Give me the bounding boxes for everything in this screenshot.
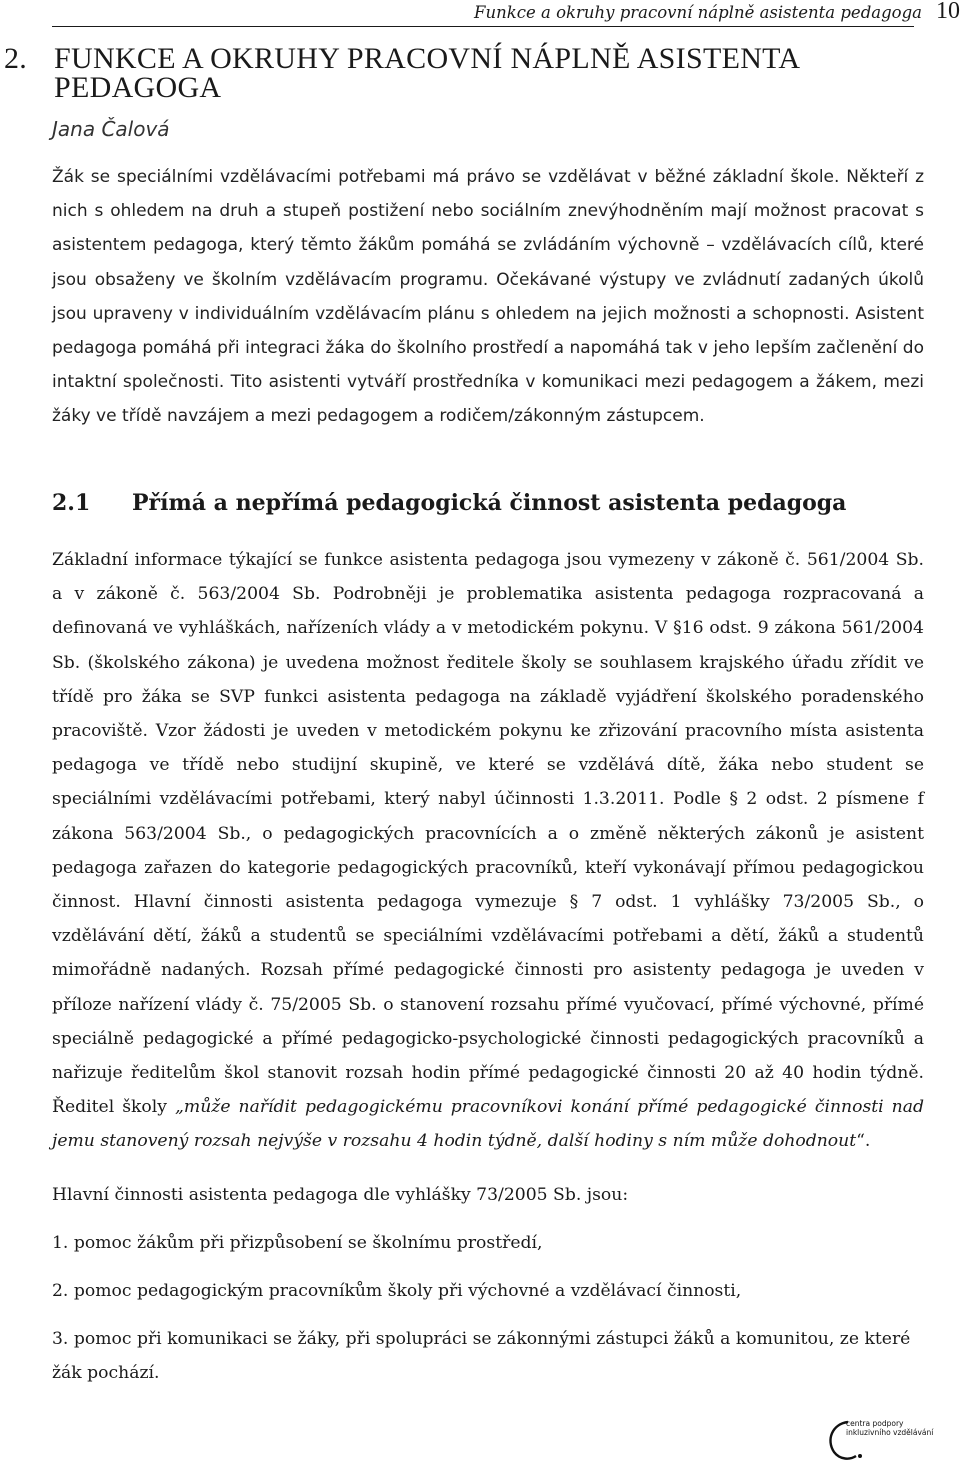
intro-paragraph: Žák se speciálními vzdělávacími potřebami má právo se vzdělávat v běžné základní škole. Někteří z nich s ohledem na druh a stupeň postižení nebo sociálním znevýhodněním mají možnost pracovat s asistentem pedagoga, který těmto žákům pomáhá se zvládáním výchovně – vzdělávacích cílů, které jsou obsaženy ve školním vzdělávacím programu. Očekávané výstupy ve zvládnutí zadaných úkolů jsou upraveny v individuálním vzdělávacím plánu s ohledem na jejich možnosti a schopnosti. Asistent pedagoga pomáhá při integraci žáka do školního prostředí a napomáhá tak v jeho lepším začlenění do intaktní společnosti. Tito asistenti vytváří prostředníka v komunikaci mezi pedagogem a žákem, mezi žáky ve třídě navzájem a mezi pedagogem a rodičem/zákonným zástupcem. — [52, 167, 924, 427]
page-number: 10 — [936, 0, 960, 24]
section-number: 2.1 — [52, 490, 91, 516]
list-item: 1. pomoc žákům při přizpůsobení se školnímu prostředí, — [52, 1233, 543, 1253]
list-intro: Hlavní činnosti asistenta pedagoga dle vyhlášky 73/2005 Sb. jsou: — [52, 1185, 629, 1205]
section-heading — [52, 490, 846, 516]
chapter-number: 2. — [4, 42, 28, 75]
running-header — [0, 0, 960, 28]
section-quote-end: “. — [856, 1131, 871, 1152]
header-rule — [52, 26, 914, 27]
section-title: Přímá a nepřímá pedagogická činnost asistenta pedagoga — [132, 490, 847, 516]
chapter-title: FUNKCE A OKRUHY PRACOVNÍ NÁPLNĚ ASISTENTA PEDAGOGA — [54, 42, 799, 104]
list-item: 3. pomoc při komunikaci se žáky, při spolupráci se zákonnými zástupci žáků a komunitou, ze které žák pochází. — [52, 1329, 911, 1383]
list-item: 2. pomoc pedagogickým pracovníkům školy při výchovné a vzdělávací činnosti, — [52, 1281, 742, 1301]
publisher-logo — [826, 1416, 936, 1462]
section-paragraph-text: Základní informace týkající se funkce asistenta pedagoga jsou vymezeny v zákoně č. 561/2004 Sb. a v zákoně č. 563/2004 Sb. Podrobněji je problematika asistenta pedagoga rozpracovaná a definovaná ve vyhláškách, nařízeních vlády a v metodickém pokynu. V §16 odst. 9 zákona 561/2004 Sb. (školského zákona) je uvedena možnost ředitele školy se souhlasem krajského úřadu zřídit ve třídě pro žáka se SVP funkci asistenta pedagoga na základě vyjádření školského poradenského pracoviště. Vzor žádosti je uveden v metodickém pokynu ke zřizování pracovního místa asistenta pedagoga ve třídě nebo studijní skupině, ve které se vzdělává dítě, žáka nebo student se speciálními vzdělávacími potřebami, který nabyl účinnosti 1.3.2011. Podle § 2 odst. 2 písmene f zákona 563/2004 Sb., o pedagogických pracovnících a o změně některých zákonů je asistent pedagoga zařazen do kategorie pedagogických pracovníků, kteří vykonávají přímou pedagogickou činnost. Hlavní činnosti asistenta pedagoga vymezuje § 7 odst. 1 vyhlášky 73/2005 Sb., o vzdělávání dětí, žáků a studentů se speciálními vzdělávacími potřebami a dětí, žáků a studentů mimořádně nadaných. Rozsah přímé pedagogické činnosti pro asistenty pedagoga je uveden v příloze nařízení vlády č. 75/2005 Sb. o stanovení rozsahu přímé vyučovací, přímé výchovné, přímé speciálně pedagogické a přímé pedagogicko-psychologické činnosti pedagogických pracovníků a nařizuje ředitelům škol stanovit rozsah hodin přímé pedagogické činnosti 20 až 40 hodin týdně. Ředitel školy — [52, 550, 924, 1118]
section-paragraph — [52, 543, 924, 1159]
logo-line-1: centra podpory — [846, 1419, 904, 1428]
running-title: Funkce a okruhy pracovní náplně asistenta pedagoga — [474, 3, 922, 22]
chapter-author: Jana Čalová — [52, 117, 170, 141]
logo-line-2: inkluzivního vzdělávání — [846, 1427, 934, 1437]
section-quote: „může nařídit pedagogickému pracovníkovi konání přímé pedagogické činnosti nad jemu stanovený rozsah nejvýše v rozsahu 4 hodin týdně, další hodiny s ním může dohodnout — [52, 1097, 924, 1152]
logo-text — [846, 1420, 933, 1437]
